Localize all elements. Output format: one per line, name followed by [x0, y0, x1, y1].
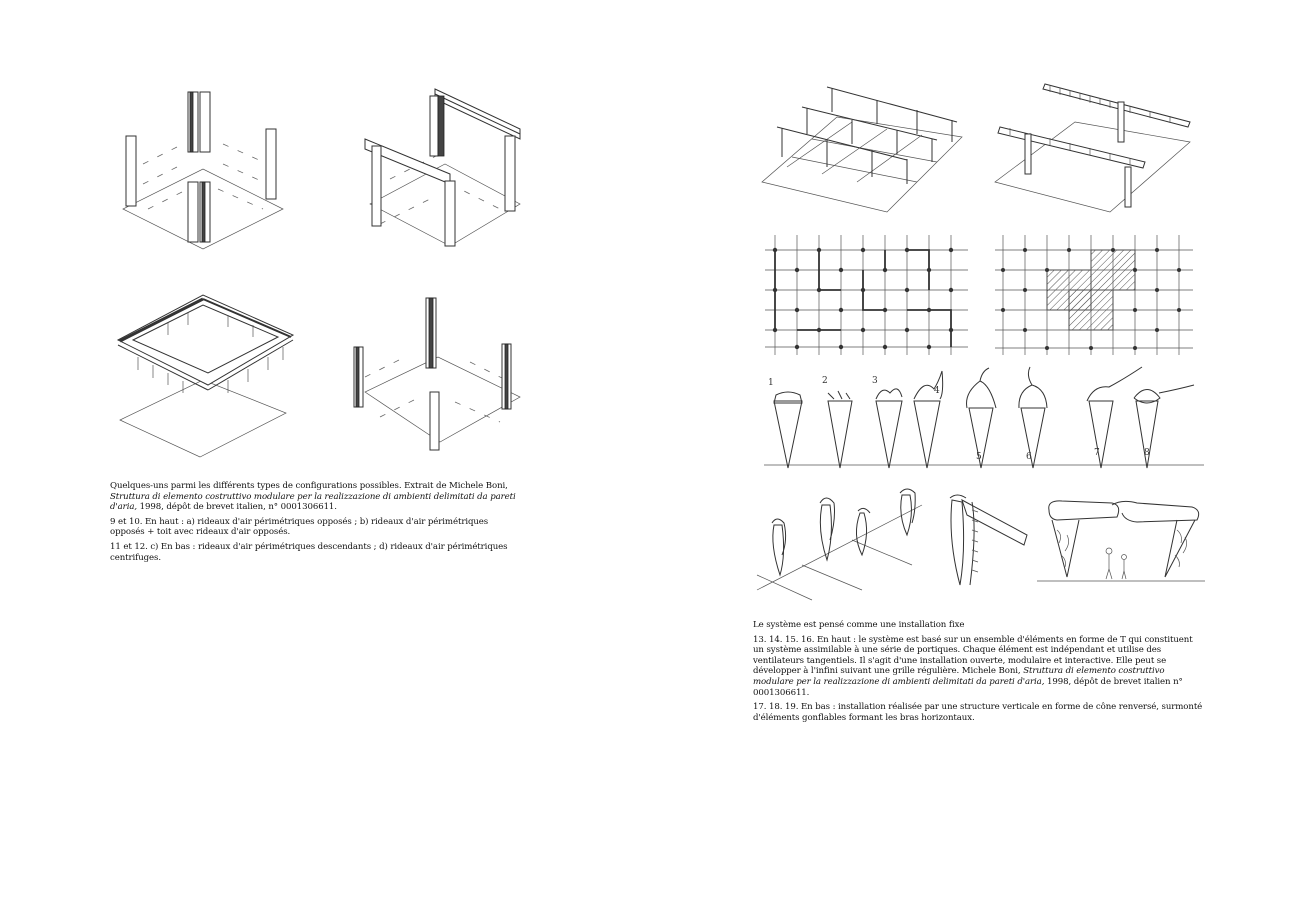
left-caption-p1-title: Struttura di elemento costruttivo modulare per la realizzazione di ambienti delimitati da pareti d'aria,: [110, 491, 516, 513]
right-caption-paragraph-1: Le système est pensé comme une installation fixe: [753, 620, 965, 630]
sketch-number-3: 3: [872, 376, 878, 386]
figure-12-centrifugal-curtains: [350, 292, 528, 457]
left-caption-paragraph-3: 11 et 12. c) En bas : rideaux d'air périmétriques descendants ; d) rideaux d'air périmétriques centrifuges.: [110, 541, 508, 563]
right-caption-p2-end: 1998, dépôt de brevet italien n° 0001306611.: [753, 676, 1183, 698]
right-caption-p2-text: 13. 14. 15. 16. En haut : le système est basé sur un ensemble d'éléments en forme de T qui constituent un système assimilable à une série de portiques. Chaque élément est indépendant et utilise des ventilateurs tangentiels. Il s'agit d'une installation ouverte, modulaire et interactive. Elle peut se développer à l'infini suivant une grille régulière. Michele Boni,: [753, 634, 1193, 677]
sketch-number-8: 8: [1144, 448, 1150, 458]
figure-10-curtains-with-roof: [350, 84, 528, 254]
figure-16-hatched-plan: [995, 230, 1193, 355]
figure-14-portico-elements: [990, 82, 1195, 217]
sketch-number-1: 1: [768, 378, 774, 388]
right-caption-paragraph-3: 17. 18. 19. En bas : installation réalisée par une structure verticale en forme de cône renversé, surmonté d'éléments gonflables formant les bras horizontaux.: [753, 702, 1203, 723]
right-caption-p2-title: Struttura di elemento costruttivo modulare per la realizzazione di ambienti delimitati da pareti d'aria,: [753, 666, 1165, 687]
figure-13-t-element-grid: [757, 82, 967, 217]
sketch-number-5: 5: [976, 452, 982, 462]
figure-15-grid-plan: [765, 235, 968, 355]
right-caption-paragraph-2: [753, 635, 1206, 699]
sketch-number-4: 4: [934, 386, 940, 396]
left-caption: [110, 481, 524, 567]
figure-18b-inflatable-element: [942, 490, 1037, 600]
figure-19-arch-sketch: [1037, 495, 1205, 583]
sketch-number-2: 2: [822, 376, 828, 386]
right-caption: [753, 620, 1206, 727]
right-page: [652, 0, 1305, 913]
sketch-number-6: 6: [1026, 452, 1032, 462]
sketch-number-7: 7: [1094, 448, 1100, 458]
left-caption-paragraph-2: 9 et 10. En haut : a) rideaux d'air périmétriques opposés ; b) rideaux d'air périmétriques opposés + toit avec rideaux d'air opposés.: [110, 516, 489, 538]
left-page: [0, 0, 652, 913]
left-caption-p1-end: 1998, dépôt de brevet italien, n° 0001306611.: [137, 502, 337, 513]
figure-9-opposed-curtains: [108, 84, 298, 254]
figure-17-cone-sketches: [764, 363, 1204, 475]
left-caption-p1-text: Quelques-uns parmi les différents types de configurations possibles. Extrait de Michele Boni,: [110, 481, 508, 491]
figure-18-perspective-sketch: [752, 485, 932, 603]
left-caption-paragraph-1: [110, 481, 524, 513]
figure-11-descending-curtains: [108, 285, 298, 460]
